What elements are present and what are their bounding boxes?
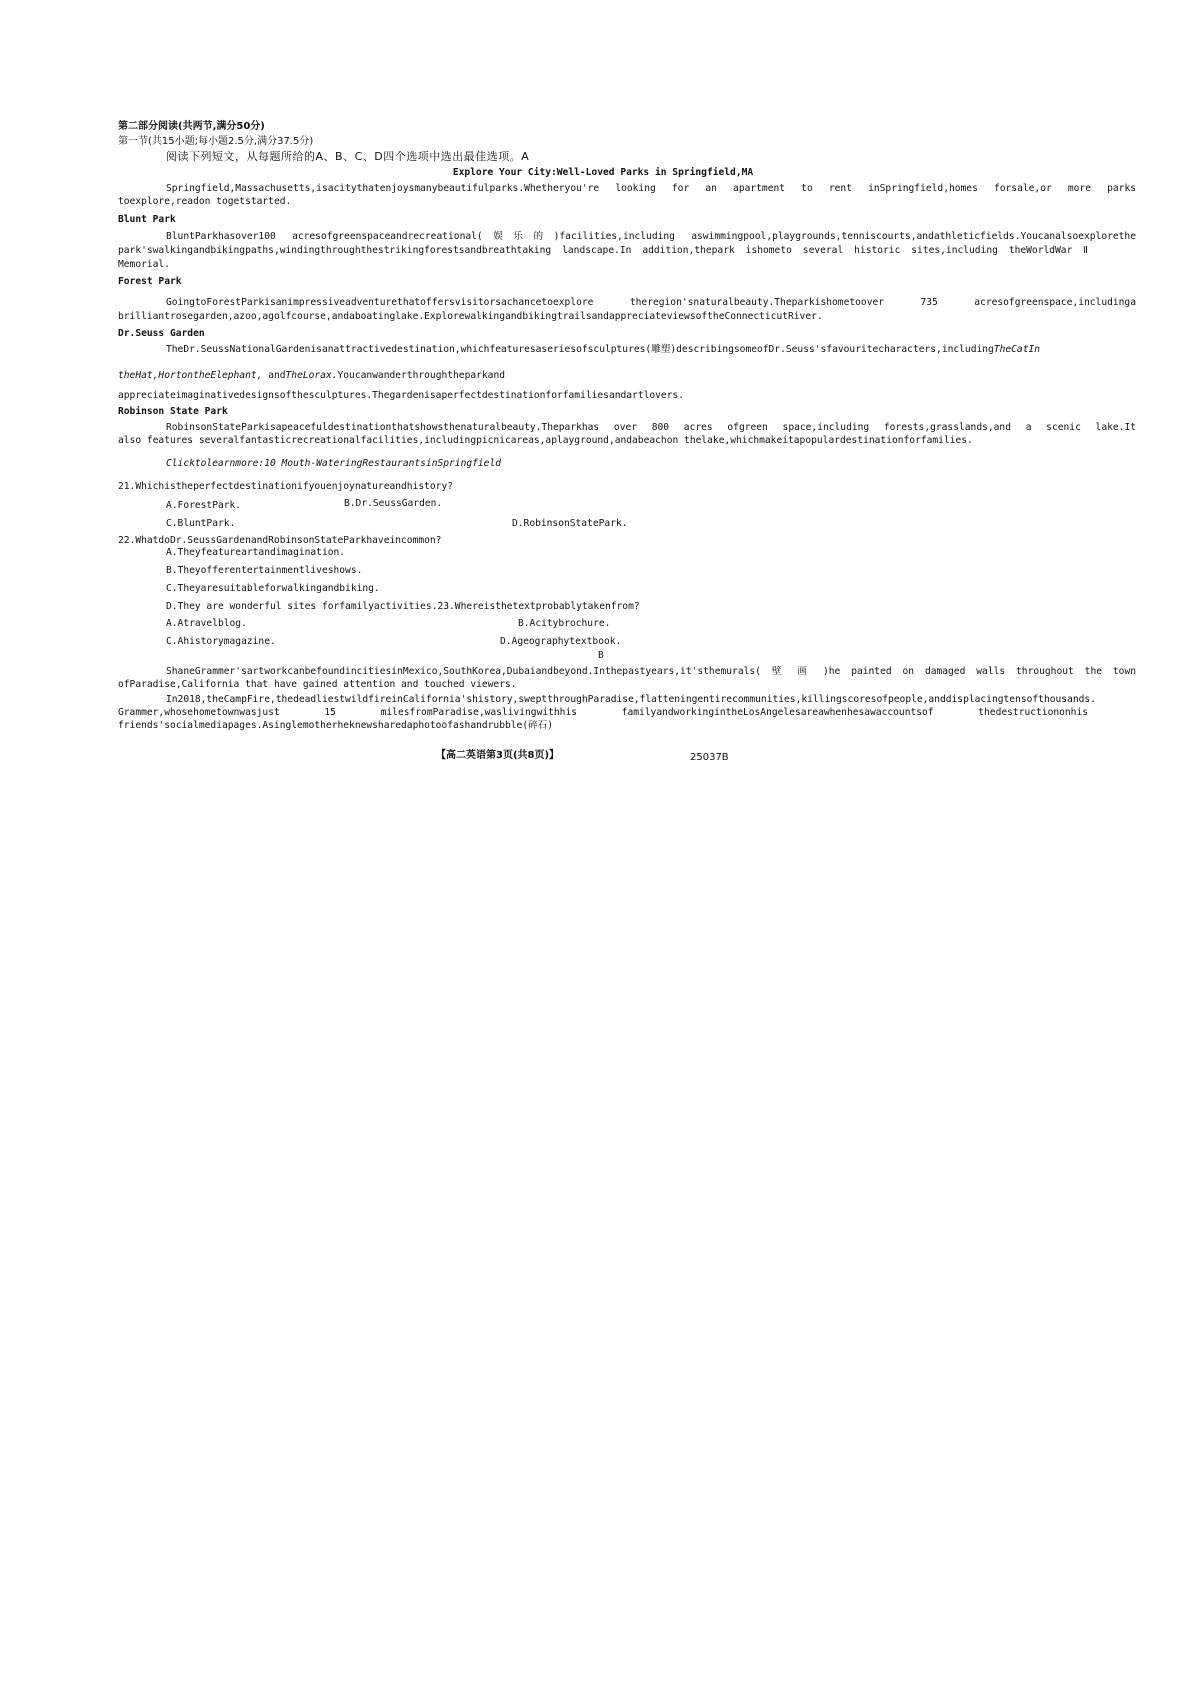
question-21-stem: 21.Whichistheperfectdestinationifyouenjoynatureandhistory? bbox=[118, 481, 454, 492]
restaurants-link[interactable]: Clicktolearnmore:10 Mouth-WateringRestaurantsinSpringfield bbox=[166, 458, 502, 469]
passage-b-p2-line-3: friends'socialmediapages.Asinglemotherheknewsharedaphotoofashandrubble(碎石) bbox=[118, 720, 554, 731]
seuss-title-horton: theHat,HortontheElephant, bbox=[118, 370, 263, 381]
seuss-wander: Youcanwanderthroughtheparkand bbox=[337, 370, 506, 381]
q23-option-a[interactable]: A.Atravelblog. bbox=[166, 618, 247, 629]
passage-b-p2-line-2: Grammer,whosehometownwasjust 15 milesfromParadise,waslivingwithhis familyandworkingintheLosAngelesareawhenhesawaccountsof thedestructiononhis bbox=[118, 707, 1088, 718]
instruction: 阅读下列短文，从每题所给的A、B、C、D四个选项中选出最佳选项。A bbox=[166, 150, 530, 163]
blunt-park-line-2: park'swalkingandbikingpaths,windingthroughthestrikingforestsandbreathtaking landscape.In addition,thepark ishometo several historic sites,including theWorldWar Ⅱ bbox=[118, 245, 1088, 256]
seuss-line-2 bbox=[118, 370, 1088, 382]
intro-line-2: toexplore,readon togetstarted. bbox=[118, 196, 292, 207]
section-heading: 第一节(共15小题;每小题2.5分,满分37.5分) bbox=[118, 136, 314, 147]
section-heading-forest-park: Forest Park bbox=[118, 276, 182, 287]
seuss-line-1 bbox=[118, 344, 1136, 356]
q23-option-c[interactable]: C.Ahistorymagazine. bbox=[166, 636, 276, 647]
section-heading-robinson: Robinson State Park bbox=[118, 406, 228, 417]
page-footer-label: 【高二英语第3页(共8页)】 bbox=[436, 750, 560, 761]
passage-b-p1-line-1: ShaneGrammer'sartworkcanbefoundincitiesinMexico,SouthKorea,Dubaiandbeyond.Inthepastyears,it'sthemurals( 壁 画 )he painted on damaged walls throughout the town bbox=[166, 666, 1136, 677]
section-heading-blunt-park: Blunt Park bbox=[118, 214, 176, 225]
passage-b-p1-line-2: ofParadise,California that have gained attention and touched viewers. bbox=[118, 679, 517, 690]
seuss-line-3: appreciateimaginativedesignsofthesculptures.Thegardenisaperfectdestinationforfamiliesandartlovers. bbox=[118, 390, 685, 401]
seuss-title-lorax: TheLorax. bbox=[285, 370, 338, 381]
passage-b-label: B bbox=[598, 650, 604, 661]
q21-option-c[interactable]: C.BluntPark. bbox=[166, 518, 236, 529]
q22-option-a[interactable]: A.Theyfeatureartandimagination. bbox=[166, 547, 346, 558]
page-footer-code: 25037B bbox=[690, 752, 729, 763]
q22-option-c[interactable]: C.Theyaresuitableforwalkingandbiking. bbox=[166, 583, 380, 594]
question-22-stem: 22.WhatdoDr.SeussGardenandRobinsonStateParkhaveincommon? bbox=[118, 535, 442, 546]
intro-line-1: Springfield,Massachusetts,isacitythatenjoysmanybeautifulparks.Whetheryou're looking for an apartment to rent inSpringfield,homes forsale,or more parks bbox=[166, 183, 1136, 194]
part-heading: 第二部分阅读(共两节,满分50分) bbox=[118, 121, 265, 132]
robinson-line-2: also features severalfantasticrecreationalfacilities,includingpicnicareas,aplayground,andabeachon thelake,whichmakeitapopulardestinationforfamilies. bbox=[118, 435, 973, 446]
forest-park-line-1: GoingtoForestParkisanimpressiveadventurethatoffersvisitorsachancetoexplore theregion'snaturalbeauty.Theparkishometoover 735 acresofgreenspace,includinga bbox=[166, 297, 1136, 308]
q23-option-b[interactable]: B.Acitybrochure. bbox=[518, 618, 611, 629]
blunt-park-line-3: Memorial. bbox=[118, 259, 170, 270]
seuss-title-cat: TheCatIn bbox=[993, 344, 1041, 355]
seuss-and: and bbox=[268, 370, 286, 381]
q23-option-d[interactable]: D.Ageographytextbook. bbox=[500, 636, 622, 647]
q22-option-d[interactable]: D.They are wonderful sites forfamilyactivities.23.Whereisthetextprobablytakenfrom? bbox=[166, 601, 640, 612]
blunt-park-line-1: BluntParkhasover100 acresofgreenspaceandrecreational(娱乐的)facilities,including aswimmingpool,playgrounds,tenniscourts,andathleticfields.Youcanalsoexplorethe bbox=[166, 231, 1136, 242]
forest-park-line-2: brilliantrosegarden,azoo,agolfcourse,andaboatinglake.ExplorewalkingandbikingtrailsandappreciateviewsoftheConnecticutRiver. bbox=[118, 311, 823, 322]
section-heading-seuss-garden: Dr.Seuss Garden bbox=[118, 328, 205, 339]
passage-a-title: Explore Your City:Well-Loved Parks in Springfield,MA bbox=[452, 167, 754, 178]
q22-option-b[interactable]: B.Theyofferentertainmentliveshows. bbox=[166, 565, 363, 576]
q21-option-b[interactable]: B.Dr.SeussGarden. bbox=[344, 498, 443, 509]
robinson-line-1: RobinsonStateParkisapeacefuldestinationthatshowsthenaturalbeauty.Theparkhas over 800 acres ofgreen space,including forests,grasslands,and a scenic lake.It bbox=[166, 422, 1136, 433]
passage-b-p2-line-1: In2018,theCampFire,thedeadliestwildfireinCalifornia'shistory,sweptthroughParadise,flatteningentirecommunities,killingscoresofpeople,anddisplacingtensofthousands. bbox=[166, 694, 1096, 705]
seuss-line-1-text: TheDr.SeussNationalGardenisanattractivedestination,whichfeaturesaseriesofsculptures(雕塑)describingsomeofDr.Seuss'sfavouritecharacters,including bbox=[166, 344, 994, 355]
q21-option-a[interactable]: A.ForestPark. bbox=[166, 500, 242, 511]
q21-option-d[interactable]: D.RobinsonStatePark. bbox=[512, 518, 628, 529]
